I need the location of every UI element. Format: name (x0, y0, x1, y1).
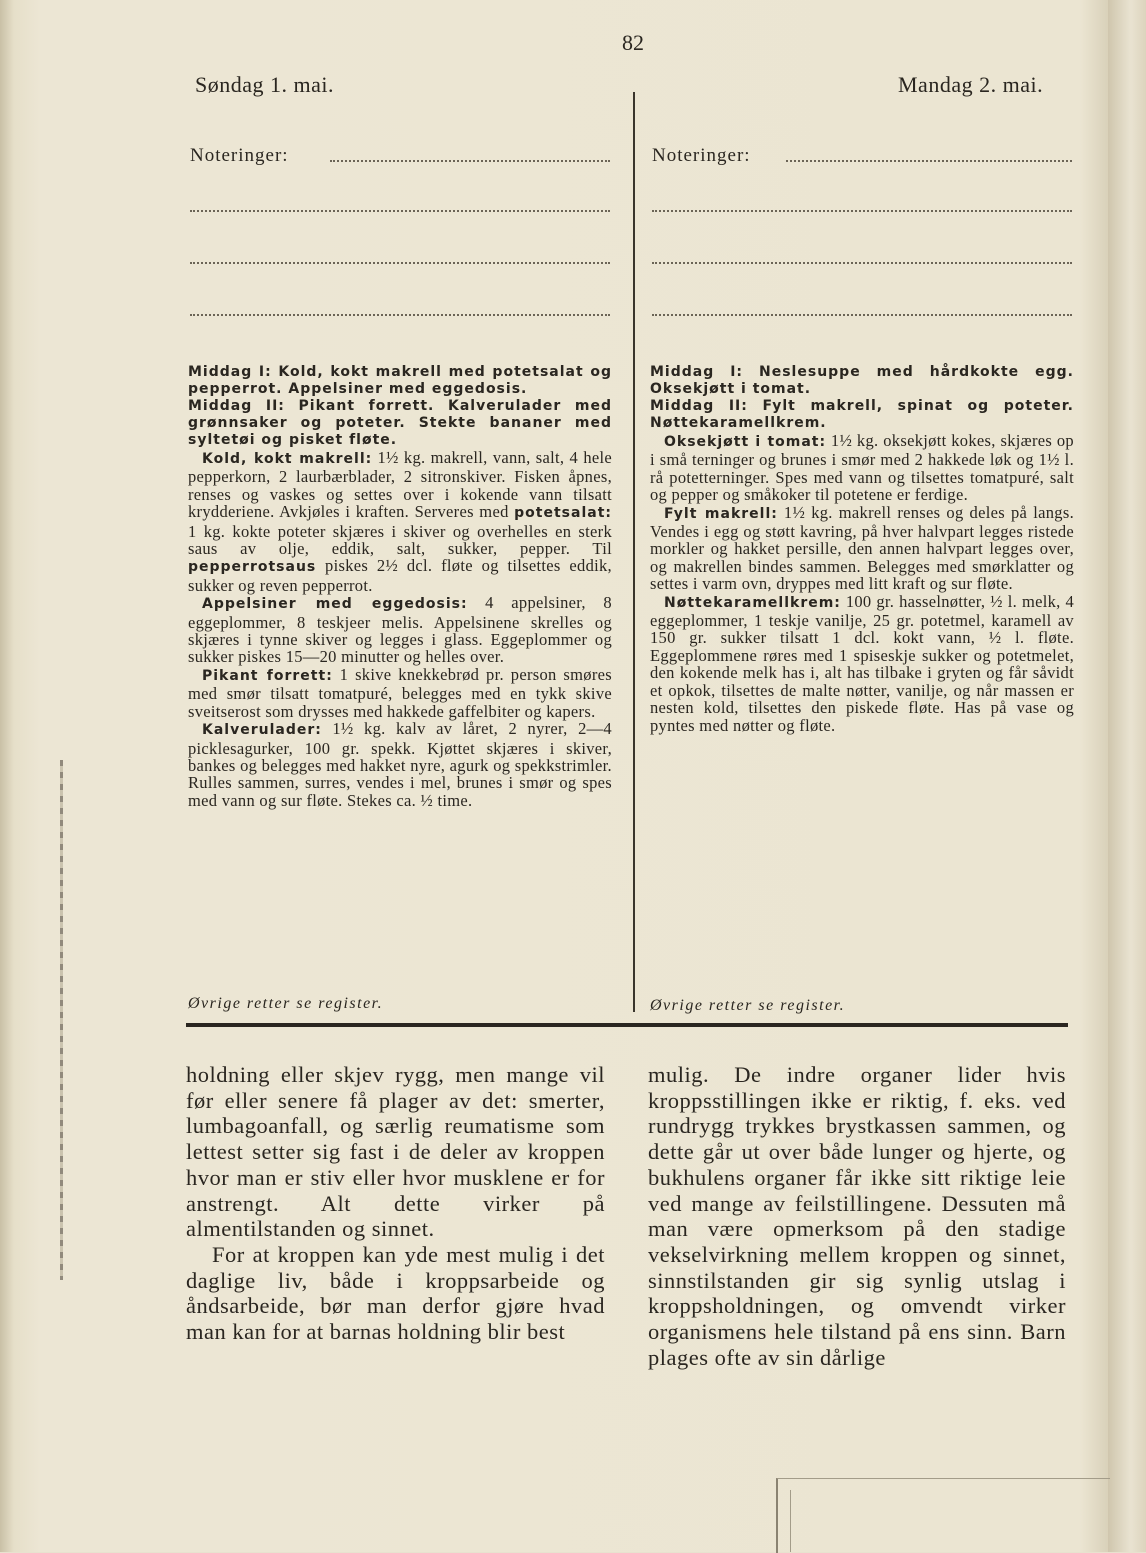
notes-line-left[interactable] (190, 210, 610, 212)
recipe-text: 100 gr. hasselnøtter, ½ l. melk, 4 eggeplommer, 1 teskje vanilje, 25 gr. potetmel, karamell av 150 gr. sukker tilsatt 1 dcl. kokt vann, ½ l. fløte. Eggeplommene røres med 1 spiseskje sukker og potetmelet, den kokende melk has i, alt has tilbake i gryten og får såvidt et opkok, tilsettes de malte nøtter, vanilje, og når massen er nesten kold, tilsettes den piskede fløte. Has på vase og pyntes med nøtter og fløte. (650, 591, 1074, 735)
menu-text: Pikant forrett. Kalverulader med grønnsaker og poteter. Stekte bananer med syltetøi og pisket fløte. (188, 398, 612, 448)
body-paragraph: holdning eller skjev rygg, men mange vil før eller senere få plager av det: smerter, lumbagoanfall, og særlig reumatisme som lettest setter sig fast i de deler av kroppen hvor man er stiv eller hvor musklene er for anstrengt. Alt dette virker på almentilstanden og sinnet. (186, 1062, 605, 1242)
recipe-column-left (188, 364, 612, 809)
column-divider (633, 92, 635, 1012)
recipe-title: Nøttekaramellkrem: (664, 594, 841, 611)
menu-middag-1-right (650, 364, 1074, 398)
recipe-text: 4 appelsiner, 8 eggeplommer, 8 teskjeer melis. Appelsinene skrelles og skjæres i tynne skiver og legges i glass. Eggeplommer og sukker piskes 15—20 minutter og helles over. (188, 593, 612, 667)
notes-line-right[interactable] (652, 314, 1072, 316)
recipe-oksekjott (650, 432, 1074, 504)
menu-middag-1-left (188, 364, 612, 398)
menu-middag-2-right (650, 398, 1074, 432)
menu-head: Middag I: (650, 364, 744, 380)
notes-line-right[interactable] (652, 210, 1072, 212)
day-header-right: Mandag 2. mai. (898, 72, 1044, 97)
recipe-title: Fylt makrell: (664, 505, 778, 522)
recipe-kalverulader (188, 720, 612, 809)
recipe-title: Oksekjøtt i tomat: (664, 434, 827, 450)
recipe-makrell (188, 449, 612, 594)
recipe-title: Pikant forrett: (202, 667, 333, 684)
recipe-subtitle: potetsalat: (514, 505, 612, 522)
menu-text: Fylt makrell, spinat og poteter. Nøttekaramellkrem. (650, 398, 1074, 431)
menu-head: Middag II: (188, 398, 285, 414)
page-edge (1108, 0, 1146, 1552)
recipe-pikant-forrett (188, 666, 612, 720)
recipe-text: 1½ kg. makrell, vann, salt, 4 hele pepperkorn, 2 laurbærblader, 2 sitronskiver. Fisken åpnes, renses og vaskes og settes over i kokende vann tilsatt krydderiene. Avkjøles i kraften. Serveres med (188, 448, 612, 522)
recipe-fylt-makrell (650, 504, 1074, 593)
recipe-nottekaramellkrem (650, 593, 1074, 734)
recipe-text: 1½ kg. kalv av låret, 2 nyrer, 2—4 picklesagurker, 100 gr. spekk. Kjøttet skjæres i skiver, bankes og belegges med hakket nyre, agurk og spekkstrimler. Rulles sammen, surres, vendes i mel, brunes i smør og spes med vann og sur fløte. Stekes ca. ½ time. (188, 719, 612, 810)
recipe-title: Appelsiner med eggedosis: (202, 596, 468, 613)
recipe-subtitle: pepperrotsaus (188, 559, 317, 576)
body-column-left (186, 1062, 605, 1345)
menu-text: Neslesuppe med hårdkokte egg. Oksekjøtt i tomat. (650, 364, 1074, 397)
menu-head: Middag I: (188, 364, 272, 380)
notes-label-left: Noteringer: (190, 145, 289, 166)
notes-line-left[interactable] (190, 262, 610, 264)
footer-register-left: Øvrige retter se register. (188, 995, 384, 1012)
recipe-text: 1½ kg. makrell renses og deles på langs. Vendes i egg og støtt kavring, på hver halvpart legges ristede morkler og hakket persille, den annen halvpart legges over, og makrellen bindes sammen. Belegges med smørklatter og settes i varm ovn, dryppes med litt kraft og sur fløte. (650, 502, 1074, 594)
library-stamp-frame-inner (790, 1490, 1109, 1552)
day-header-left: Søndag 1. mai. (195, 72, 334, 97)
body-paragraph: For at kroppen kan yde mest mulig i det daglige liv, både i kroppsarbeide og åndsarbeide, bør man derfor gjøre hvad man kan for at barnas holdning blir best (186, 1241, 605, 1345)
notes-label-right: Noteringer: (652, 145, 751, 166)
body-column-right (648, 1062, 1066, 1370)
recipe-text: piskes 2½ dcl. fløte og tilsettes eddik, sukker og reven pepperrot. (188, 556, 612, 595)
notes-line-left[interactable] (190, 314, 610, 316)
notes-line-right[interactable] (786, 160, 1072, 162)
binding-marks (60, 760, 63, 1280)
footer-register-right: Øvrige retter se register. (650, 997, 846, 1014)
page-number: 82 (622, 30, 644, 55)
recipe-title: Kalverulader: (202, 722, 322, 739)
notes-line-left[interactable] (330, 160, 610, 162)
notes-line-right[interactable] (652, 262, 1072, 264)
menu-text: Kold, kokt makrell med potetsalat og pepperrot. Appelsiner med eggedosis. (188, 364, 612, 397)
recipe-text: 1½ kg. oksekjøtt kokes, skjæres op i små terninger og brunes i smør med 2 hakkede løk og 1½ l. rå potetterninger. Spes med vann og tilsettes tomatpuré, salt og pepper og småkoker til potetene er ferdige. (650, 431, 1074, 505)
section-rule (186, 1023, 1068, 1027)
menu-head: Middag II: (650, 398, 748, 414)
recipe-column-right (650, 364, 1074, 734)
menu-middag-2-left (188, 398, 612, 449)
recipe-text: 1 kg. kokte poteter skjæres i skiver og overhelles en sterk saus av olje, eddik, salt, sukker, pepper. Til (188, 521, 612, 559)
body-paragraph: mulig. De indre organer lider hvis kroppsstillingen ikke er riktig, f. eks. ved rundrygg trykkes brystkassen sammen, og dette går ut over både lunger og hjerte, og bukhulens organer får ikke sitt riktige leie ved mange av feilstillingene. Dessuten må man være opmerksom på den stadige vekselvirkning mellem kroppen og sinnet, sinnstilstanden gir sig synlig utslag i kroppsholdningen, og omvendt virker organismens hele tilstand på ens sinn. Barn plages ofte av sin dårlige (648, 1062, 1066, 1370)
recipe-title: Kold, kokt makrell: (202, 451, 373, 467)
recipe-text: 1 skive knekkebrød pr. person smøres med smør tilsatt tomatpuré, belegges med en tykk skive sveitserost som drysses med hakkede gaffelbiter og kapers. (188, 664, 612, 721)
recipe-appelsiner (188, 594, 612, 666)
